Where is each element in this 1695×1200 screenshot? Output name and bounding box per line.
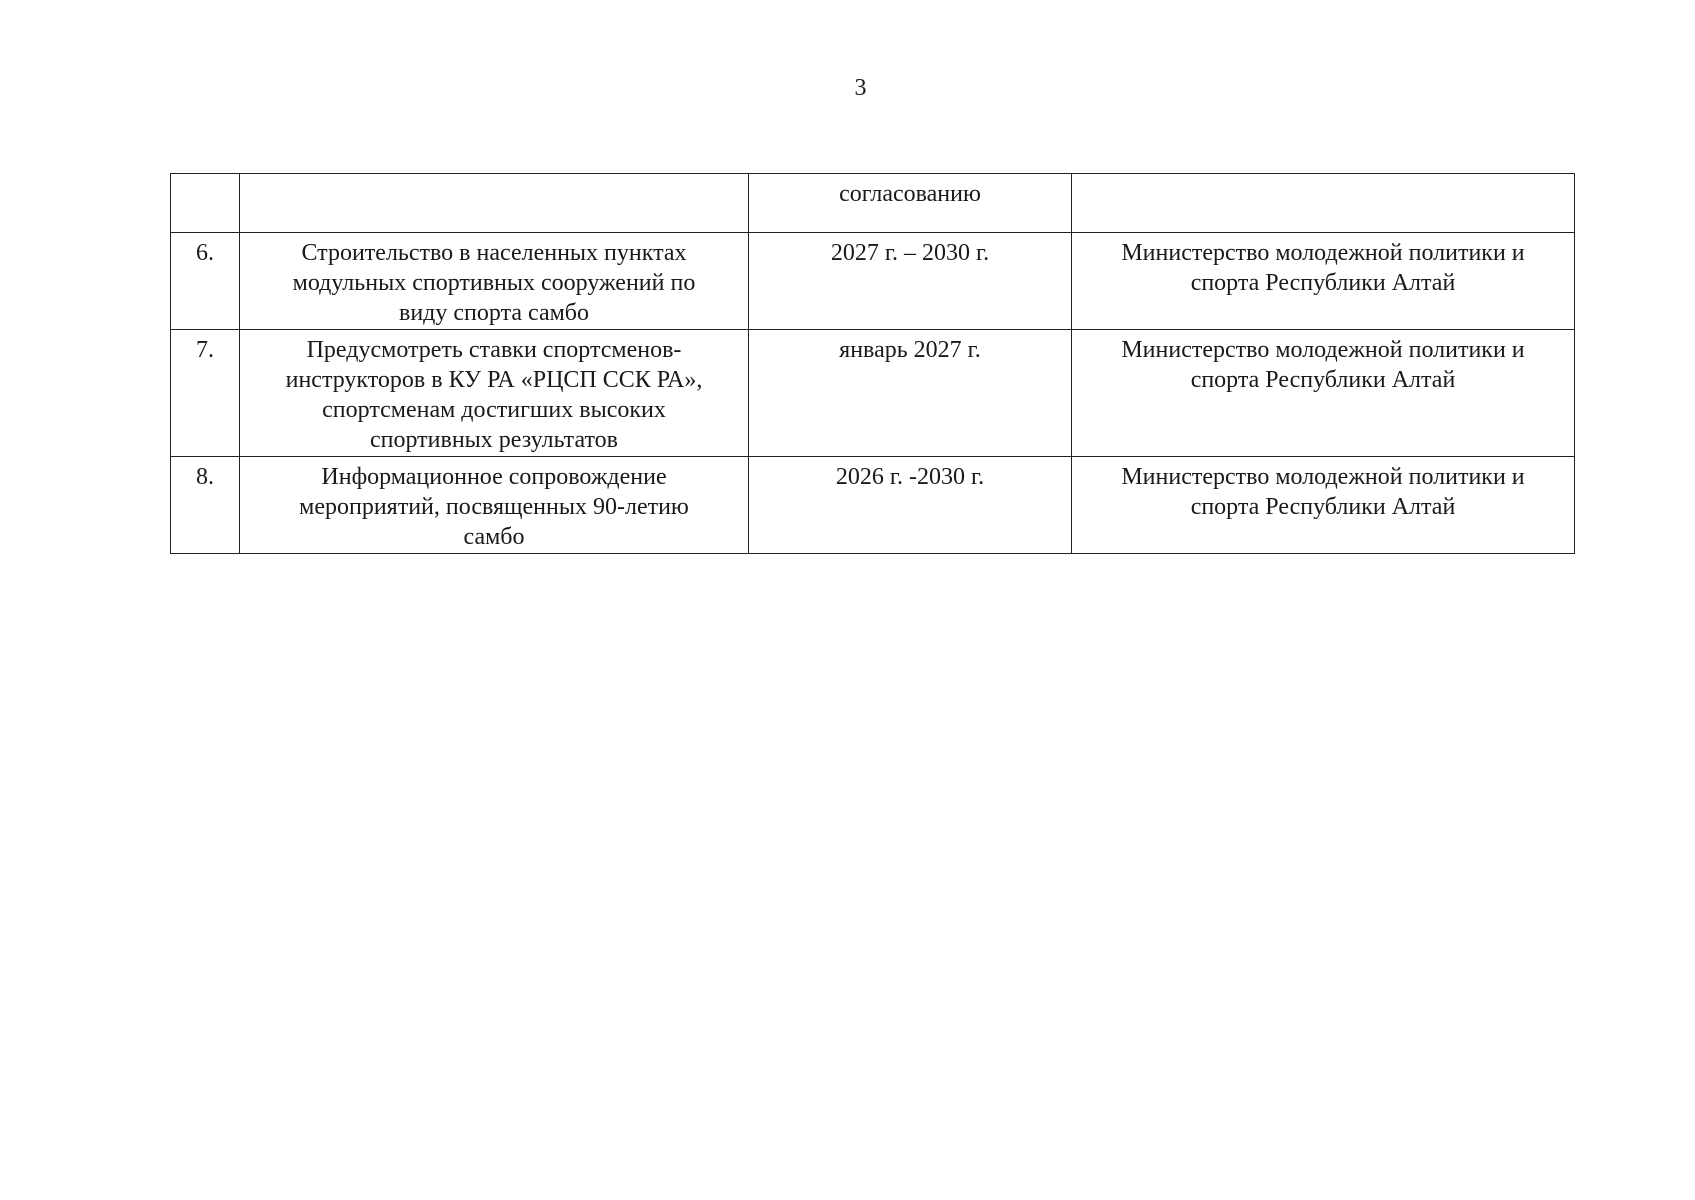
cell-event — [240, 330, 749, 457]
cell-event-line: модульных спортивных сооружений по — [292, 270, 696, 296]
table-row — [171, 233, 1575, 330]
cell-term: январь 2027 г. — [749, 330, 1072, 457]
cell-event-line: Строительство в населенных пунктах — [301, 240, 687, 266]
cell-responsible — [1072, 174, 1575, 233]
cell-event-line: мероприятий, посвященных 90-летию — [299, 494, 689, 520]
cell-responsible — [1072, 233, 1575, 330]
table-row — [171, 457, 1575, 554]
cell-number — [171, 174, 240, 233]
cell-term: 2026 г. -2030 г. — [749, 457, 1072, 554]
cell-term: согласованию — [749, 174, 1072, 233]
cell-number: 7. — [171, 330, 240, 457]
table-row-continuation — [171, 174, 1575, 233]
cell-responsible-line: спорта Республики Алтай — [1190, 494, 1456, 520]
cell-event-line: самбо — [463, 524, 525, 550]
table-row — [171, 330, 1575, 457]
cell-responsible — [1072, 457, 1575, 554]
page-number: 3 — [854, 75, 867, 101]
cell-number: 8. — [171, 457, 240, 554]
cell-event-line: Информационное сопровождение — [321, 464, 667, 490]
plan-table — [170, 173, 1575, 554]
cell-event-line: виду спорта самбо — [399, 300, 589, 326]
cell-event — [240, 457, 749, 554]
cell-event-line: Предусмотреть ставки спортсменов- — [306, 337, 682, 363]
cell-responsible-line: Министерство молодежной политики и — [1121, 240, 1525, 266]
cell-responsible-line: спорта Республики Алтай — [1190, 270, 1456, 296]
cell-event — [240, 233, 749, 330]
cell-responsible-line: Министерство молодежной политики и — [1121, 337, 1525, 363]
cell-event-line: спортивных результатов — [369, 427, 618, 453]
cell-responsible-line: Министерство молодежной политики и — [1121, 464, 1525, 490]
cell-event-line: спортсменам достигших высоких — [322, 397, 666, 423]
cell-number: 6. — [171, 233, 240, 330]
cell-event — [240, 174, 749, 233]
cell-responsible — [1072, 330, 1575, 457]
cell-term: 2027 г. – 2030 г. — [749, 233, 1072, 330]
cell-responsible-line: спорта Республики Алтай — [1190, 367, 1456, 393]
cell-event-line: инструкторов в КУ РА «РЦСП ССК РА», — [285, 367, 703, 393]
